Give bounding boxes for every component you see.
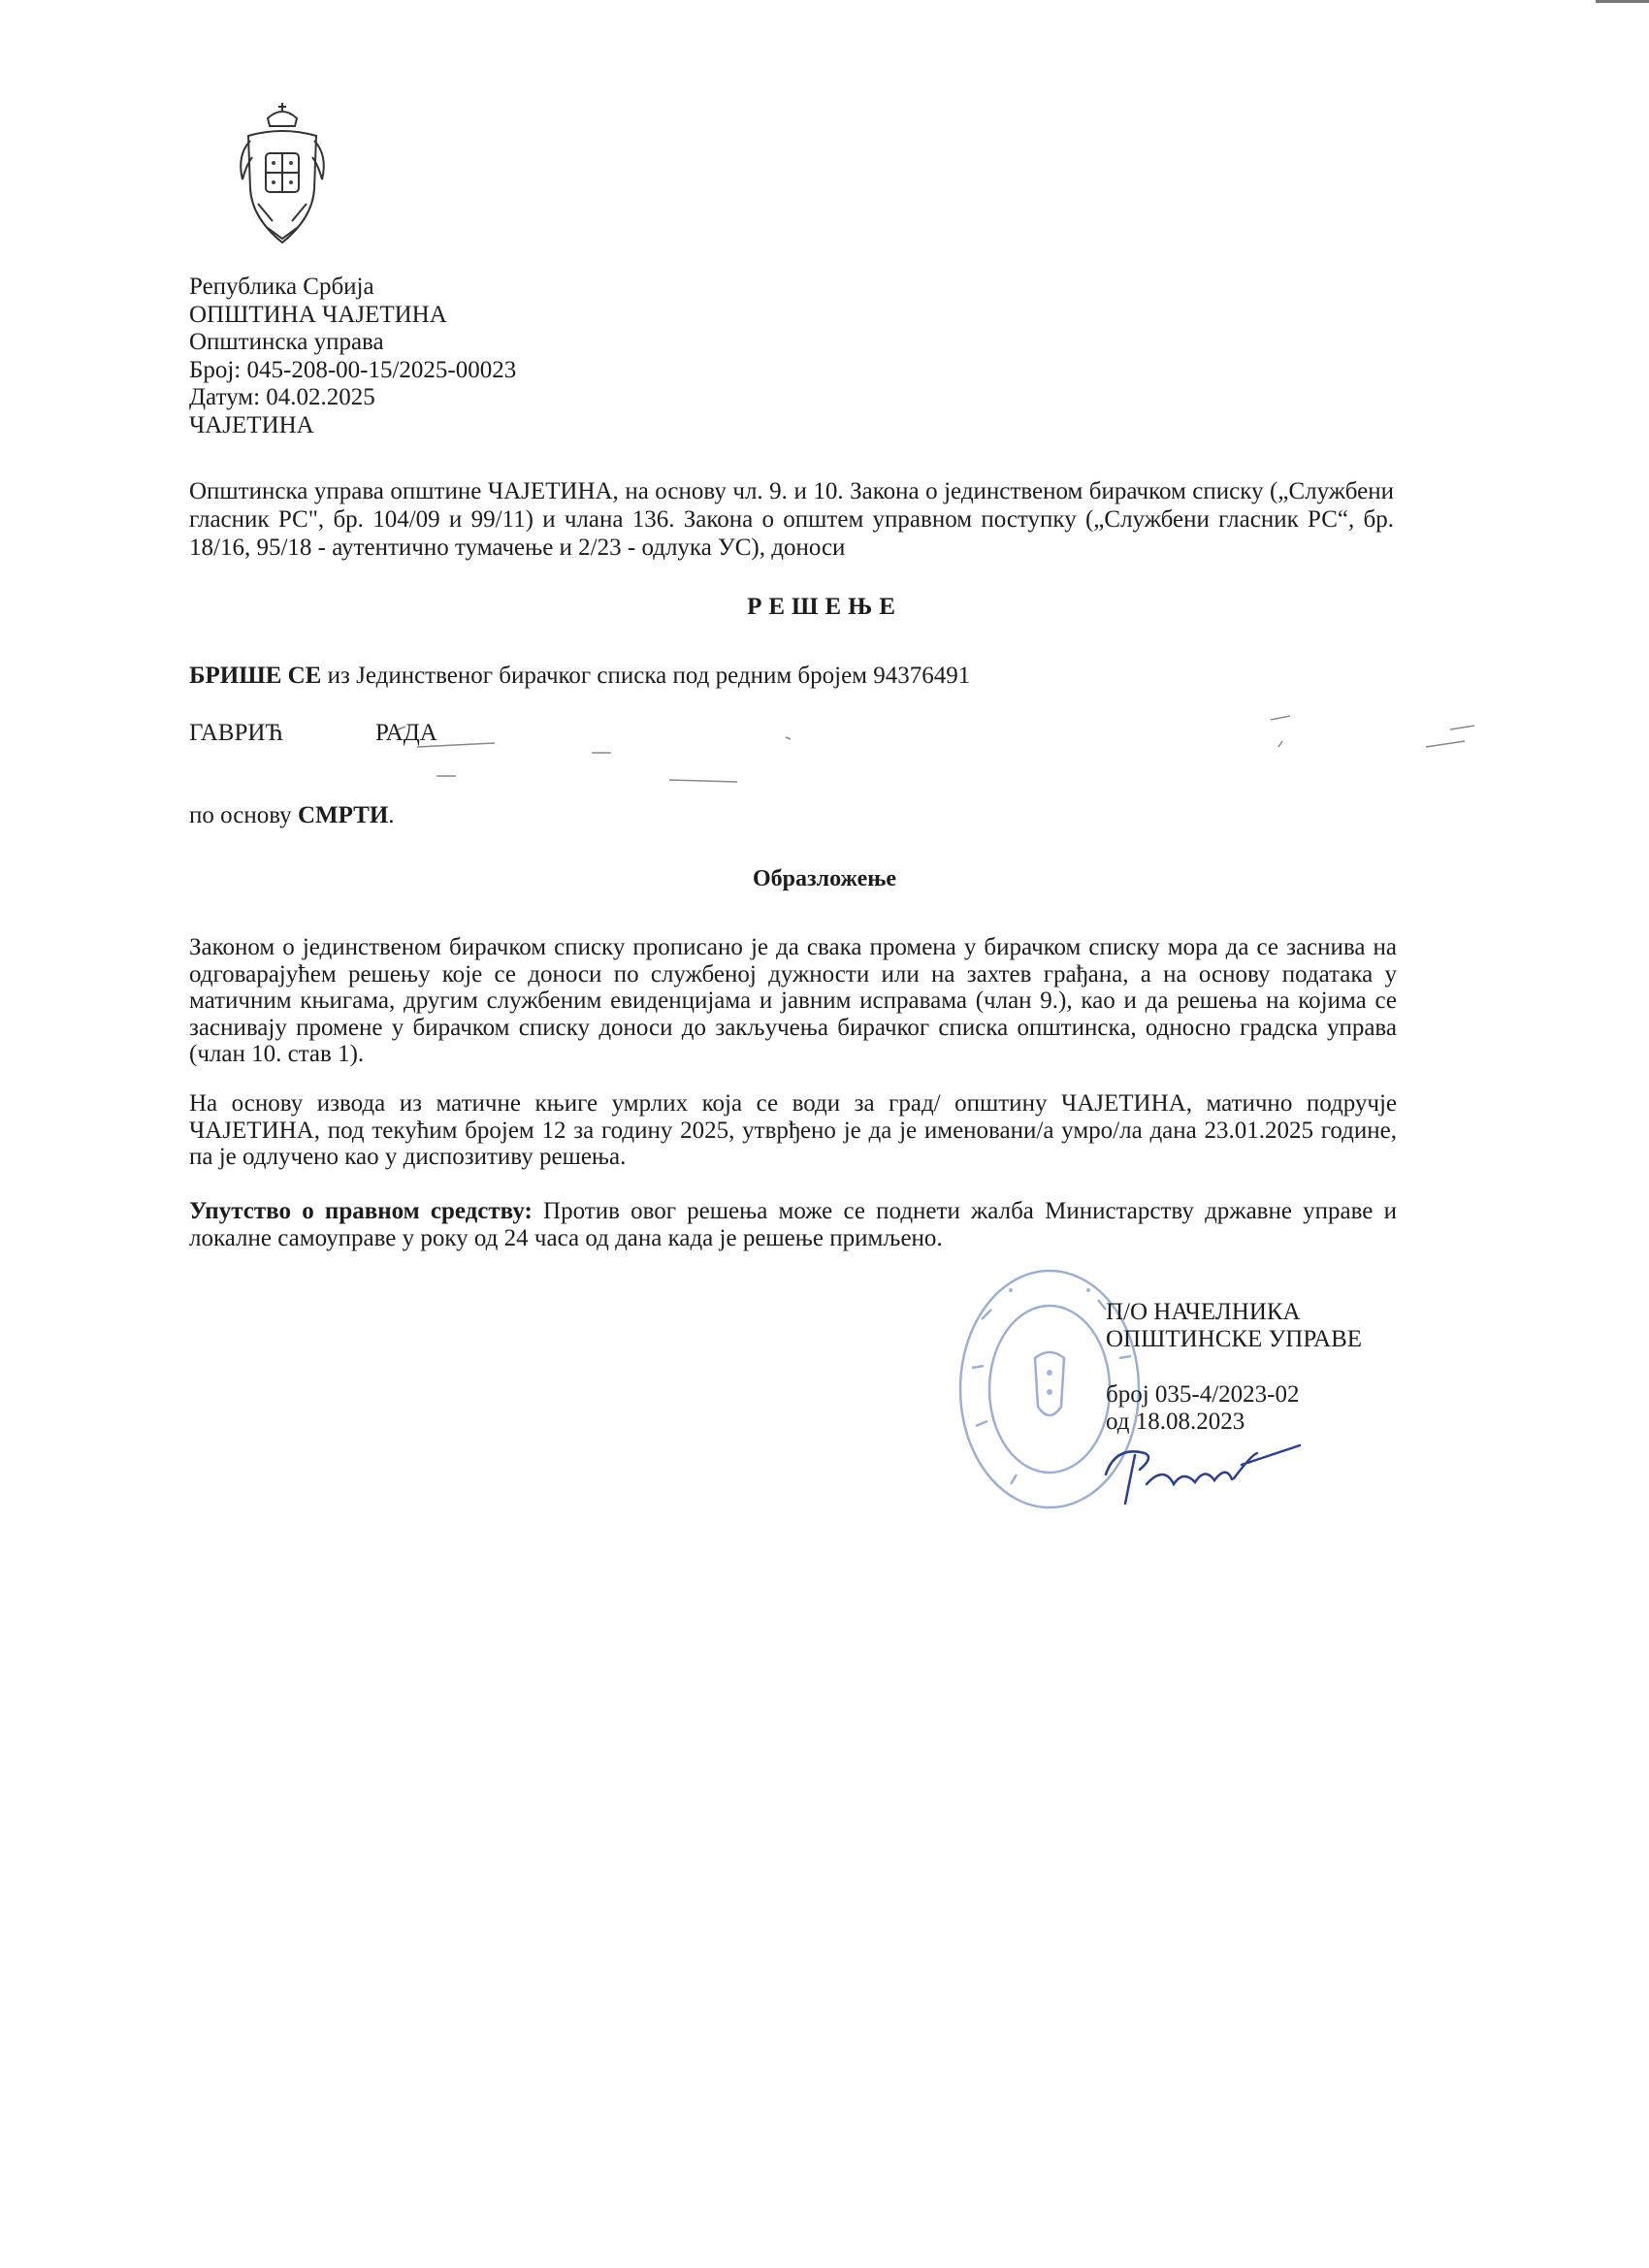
header-administration: Општинска управа [189,329,384,355]
header-municipality: ОПШТИНА ЧАЈЕТИНА [189,301,447,328]
header-city: ЧАЈЕТИНА [189,411,314,438]
basis-prefix: по основу [189,802,298,828]
signatory-line-1: П/О НАЧЕЛНИКА [1106,1299,1301,1325]
header-country: Република Србија [189,274,374,300]
header-date: Датум: 04.02.2025 [189,384,375,410]
basis-reason: СМРТИ [297,802,389,828]
header-reference-number: Број: 045-208-00-15/2025-00023 [189,356,517,383]
authorization-date: од 18.08.2023 [1106,1409,1245,1435]
signatory-line-2: ОПШТИНСКЕ УПРАВЕ [1106,1326,1363,1352]
deletion-detail: из Јединственог бирачког списка под редним бројем 94376491 [321,663,971,689]
legal-remedy-text: Против овог решења може се поднети жалба Министарству државне управе и локалне самоуправе у року од 24 часа од дана када је решење примљено. [189,1198,1397,1251]
legal-remedy-paragraph [189,1198,1397,1251]
intro-paragraph: Општинска управа општине ЧАЈЕТИНА, на основу чл. 9. и 10. Закона о јединственом бирачком списку („Службени гласник РС", бр. 104/09 и 99/11) и члана 136. Закона о општем управном поступку („Службени гласник РС“, бр. 18/16, 95/18 - аутентично тумачење и 2/23 - одлука УС), доноси [189,478,1394,561]
person-surname: ГАВРИЋ [189,720,283,746]
signatory-block [1106,1299,1362,1353]
basis-suffix: . [388,802,395,828]
legal-remedy-label: Упутство о правном средству: [189,1198,533,1224]
reasoning-title: Образложење [752,866,897,891]
reasoning-paragraph-1: Законом о јединственом бирачком списку прописано је да свака промена у бирачком списку мора да се заснива на одговарајућем решењу које се доноси по службеној дужности или на захтев грађана, а на основу података у матичним књигама, другим службеним евиденцијама и јавним исправама (члан 9.), као и да решења на којима се заснивају промене у бирачком списку доноси до закључења бирачког списка општинска, односно градска управа (члан 10. став 1). [189,934,1397,1067]
handwritten-signature [1086,1426,1319,1513]
person-given-name: РАДА [374,720,437,746]
deletion-keyword: БРИШЕ СЕ [189,663,322,689]
reasoning-paragraph-2: На основу извода из матичне књиге умрлих која се води за град/ општину ЧАЈЕТИНА, матично подручје ЧАЈЕТИНА, под текућим бројем 12 за годину 2025, утврђено је да је именовани/а умро/ла дана 23.01.2025 године, па је одлучено као у диспозитиву решења. [189,1090,1397,1170]
scan-artifact [1596,0,1649,3]
deletion-basis [189,802,395,829]
authorization-number: број 035-4/2023-02 [1106,1381,1300,1408]
decision-title: РЕШЕЊЕ [747,594,902,620]
